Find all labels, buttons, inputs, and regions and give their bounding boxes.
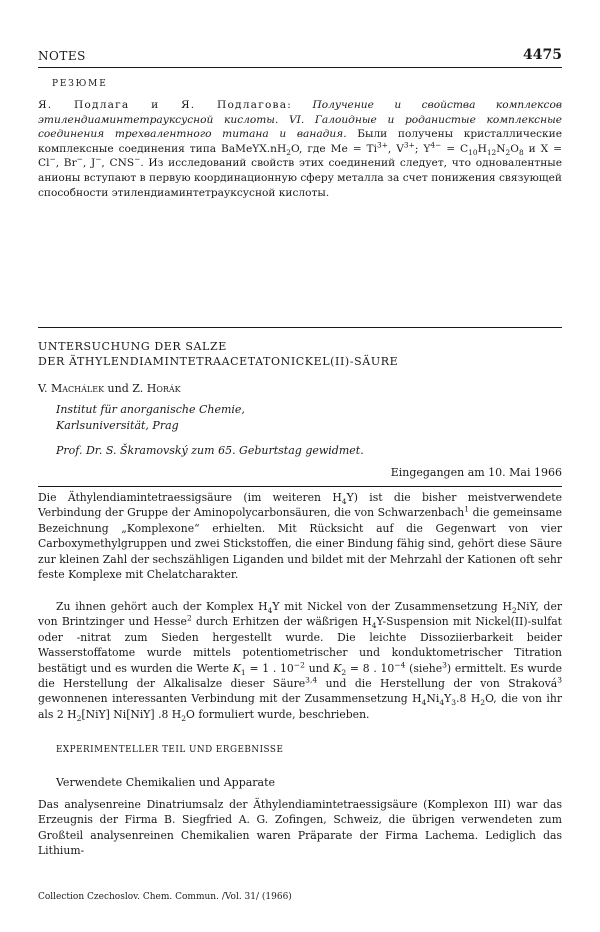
section-heading: EXPERIMENTELLER TEIL UND ERGEBNISSE [56, 745, 284, 755]
body-rule [38, 486, 562, 487]
body-paragraph-1: Die Äthylendiamintetraessigsäure (im weiteren $H_4Y$) ist die bisher meistverwendete Verbindung der Gruppe der Aminopolycarbonsäuren, die von Schwarzenbach$^1$ die gemeinsame Bezeichnung „Komplexone“ erhielten. Mit Rücksicht auf die Gegenwart von vier Carboxymethylgruppen und zwei Stickstoffen, die einer Bindung fähig sind, gehört diese Säure zur kleinen Zahl der sechszähligen Liganden und bildet mit der Mehrzahl der Kationen oft sehr feste Komplexe mit Chelatcharakter. [38, 491, 563, 582]
summary-title: РЕЗЮМЕ [52, 79, 108, 89]
header-rule [38, 67, 562, 68]
body-paragraph-2: Zu ihnen gehört auch der Komplex $H_4Y$ mit Nickel von der Zusammensetzung $H_2NiY$, der von Brintzinger und Hesse$^2$ durch Erhitzen der wäßrigen $H_4Y$-Suspension mit Nickel(II)-sulfat oder -nitrat zum Sieden hergestellt wurde. Die leichte Dissoziierbarkeit beider Wasserstoffatome wurde mittels potentiometrischer und konduktometrischer Titration bestätigt und es wurden die Werte $K_1 = 1$ . $10^{-2}$ und $K_2 = 8$ . $10^{-4}$ (siehe$^3$) ermittelt. Es wurde die Herstellung der Alkalisalze dieser Säure$^{3,4}$ und die Herstellung der von Straková$^3$ gewonnenen interessanten Verbindung mit der Zusammensetzung $H_4Ni_4Y_3.8$ $H_2O$, die von ihr als 2 $H_2[NiY]$ Ni[NiY] .8 $H_2O$ formuliert wurde, beschrieben. [38, 600, 563, 723]
article-title-line-2: DER ÄTHYLENDIAMINTETRAACETATONICKEL(II)-SÄURE [38, 355, 399, 368]
article-title [38, 339, 562, 369]
summary-article-title: Получение и свойства комплексов этилендиаминтетрауксусной кислоты. VI. Галоидные и роданистые комплексные соединения трехвалентного титана и ванадия. [38, 99, 562, 141]
journal-footer: Collection Czechoslov. Chem. Commun. /Vol. 31/ (1966) [38, 892, 292, 902]
summary-authors: Я. Подлага и Я. Подлагова: [38, 99, 292, 111]
summary-body: Я. Подлага и Я. Подлагова: Получение и свойства комплексов этилендиаминтетрауксусной кислоты. VI. Галоидные и роданистые комплексные соединения трехвалентного титана и ванадия. Были получены кристаллические комплексные соединения типа $BaMeYX.nH_2O$, где $Me = Ti^{3+}$, $V^{3+}$; $Y^{4-} = C_{10}H_{12}N_2O_8$ и X = Cl−, Br−, J−, CNS−. Из исследований свойств этих соединений следует, что одновалентные анионы вступают в первую координационную сферу металла за счет понижения связующей способности этилендиаминтетрауксусной кислоты. [38, 99, 563, 199]
article-rule [38, 327, 562, 328]
institute: Institut für anorganische Chemie, Karlsuniversität, Prag [56, 403, 245, 432]
section-label: NOTES [38, 49, 86, 63]
page-number: 4475 [523, 47, 562, 63]
subsection-heading: Verwendete Chemikalien und Apparate [56, 776, 276, 789]
article-title-line-1: UNTERSUCHUNG DER SALZE [38, 340, 227, 353]
author-2: Z. Horák [132, 382, 181, 395]
dedication: Prof. Dr. S. Škramovský zum 65. Geburtstag gewidmet. [56, 444, 364, 457]
running-header [38, 47, 562, 65]
author-1: V. Machálek [38, 382, 105, 395]
body-paragraph-3: Das analysenreine Dinatriumsalz der Äthylendiamintetraessigsäure (Komplexon III) war das Erzeugnis der Firma B. Siegfried A. G. Zofingen, Schweiz, die übrigen verwendeten zum Großteil analysenreinen Chemikalien waren Präparate der Firma Lachema. Lediglich das Lithium- [38, 798, 562, 858]
article-authors: V. Machálek und Z. Horák [38, 382, 181, 395]
received-date: Eingegangen am 10. Mai 1966 [390, 466, 562, 479]
